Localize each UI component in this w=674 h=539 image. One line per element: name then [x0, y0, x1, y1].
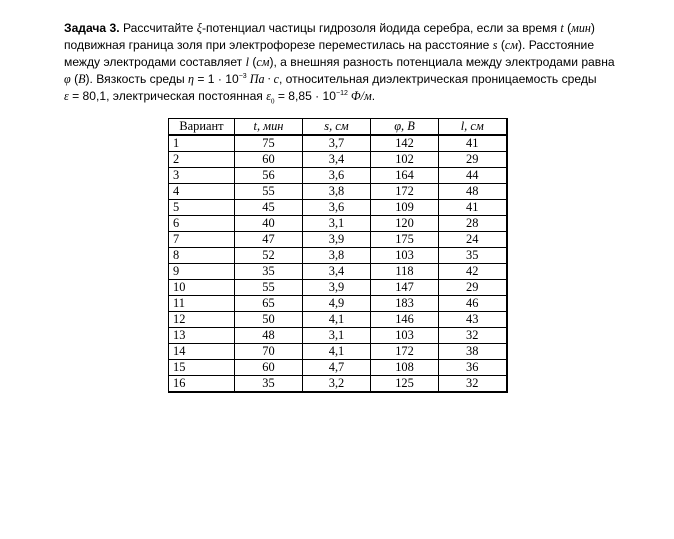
- table-cell: 14: [169, 344, 235, 360]
- table-cell: 3,1: [303, 216, 371, 232]
- table-cell: 44: [439, 168, 507, 184]
- table-cell: 172: [371, 344, 439, 360]
- table-cell: 48: [235, 328, 303, 344]
- distance-unit: см: [504, 38, 518, 52]
- eta-symbol: η: [188, 72, 194, 86]
- table-cell: 42: [439, 264, 507, 280]
- text-segment: (: [70, 72, 79, 86]
- table-cell: 24: [439, 232, 507, 248]
- table-cell: 120: [371, 216, 439, 232]
- table-cell: 2: [169, 152, 235, 168]
- text-segment: ), а внешняя разность потенциала между электродами равна: [269, 55, 615, 69]
- table-cell: 3,8: [303, 248, 371, 264]
- table-cell: 142: [371, 135, 439, 152]
- table-cell: 60: [235, 360, 303, 376]
- table-cell: 35: [439, 248, 507, 264]
- table-cell: 183: [371, 296, 439, 312]
- variants-table: [168, 118, 508, 393]
- table-cell: 36: [439, 360, 507, 376]
- table-cell: 55: [235, 184, 303, 200]
- table-cell: 41: [439, 200, 507, 216]
- text-segment: -потенциал частицы гидрозоля йодида серебра, если за время: [201, 21, 561, 35]
- table-row: [169, 264, 507, 280]
- table-row: [169, 200, 507, 216]
- table-cell: 10: [169, 280, 235, 296]
- table-cell: 13: [169, 328, 235, 344]
- table-cell: 35: [235, 376, 303, 393]
- table-cell: 7: [169, 232, 235, 248]
- table-cell: 3,2: [303, 376, 371, 393]
- table-cell: 45: [235, 200, 303, 216]
- text-segment: = 8,85 · 10: [274, 89, 336, 103]
- table-cell: 32: [439, 376, 507, 393]
- table-cell: 41: [439, 135, 507, 152]
- table-cell: 55: [235, 280, 303, 296]
- table-cell: 146: [371, 312, 439, 328]
- length-symbol: l: [245, 55, 249, 69]
- text-segment: = 1 · 10: [194, 72, 239, 86]
- table-cell: 109: [371, 200, 439, 216]
- text-segment: ) подвижная граница золя при электрофорезе переместилась на расстояние: [64, 21, 595, 52]
- table-cell: 1: [169, 135, 235, 152]
- table-cell: 3,9: [303, 280, 371, 296]
- table-cell: 108: [371, 360, 439, 376]
- table-cell: 40: [235, 216, 303, 232]
- table-cell: 172: [371, 184, 439, 200]
- table-row: [169, 360, 507, 376]
- table-cell: 3,4: [303, 152, 371, 168]
- table-cell: 3,7: [303, 135, 371, 152]
- column-header: Вариант: [169, 119, 235, 136]
- table-cell: 48: [439, 184, 507, 200]
- farad-per-meter-unit: Ф/м: [347, 89, 372, 103]
- table-cell: 3,4: [303, 264, 371, 280]
- table-cell: 32: [439, 328, 507, 344]
- table-cell: 125: [371, 376, 439, 393]
- table-cell: 65: [235, 296, 303, 312]
- table-cell: 5: [169, 200, 235, 216]
- text-segment: = 80,1, электрическая постоянная: [68, 89, 267, 103]
- table-cell: 38: [439, 344, 507, 360]
- problem-statement: [64, 20, 624, 105]
- table-cell: 3,1: [303, 328, 371, 344]
- table-cell: 4,9: [303, 296, 371, 312]
- table-row: [169, 184, 507, 200]
- table-cell: 8: [169, 248, 235, 264]
- table-row: [169, 168, 507, 184]
- table-cell: 3,6: [303, 200, 371, 216]
- text-segment: (: [497, 38, 505, 52]
- table-row: [169, 216, 507, 232]
- table-cell: 4: [169, 184, 235, 200]
- text-segment: ). Расстояние между электродами составляет: [64, 38, 595, 69]
- table-row: [169, 344, 507, 360]
- table-row: [169, 296, 507, 312]
- table-cell: 103: [371, 248, 439, 264]
- table-cell: 56: [235, 168, 303, 184]
- table-cell: 29: [439, 280, 507, 296]
- length-unit: см: [256, 55, 270, 69]
- table-cell: 9: [169, 264, 235, 280]
- pascal-second-unit: Па · с: [246, 72, 279, 86]
- subscript: 0: [270, 97, 275, 106]
- table-cell: 4,1: [303, 344, 371, 360]
- phi-symbol: φ: [64, 72, 71, 86]
- table-cell: 147: [371, 280, 439, 296]
- table-cell: 164: [371, 168, 439, 184]
- text-segment: Рассчитайте: [119, 21, 197, 35]
- table-cell: 4,7: [303, 360, 371, 376]
- table-cell: 103: [371, 328, 439, 344]
- table-row: [169, 232, 507, 248]
- table-cell: 16: [169, 376, 235, 393]
- table-cell: 46: [439, 296, 507, 312]
- exponent: −12: [336, 89, 348, 97]
- document-page: [64, 20, 624, 390]
- table-cell: 11: [169, 296, 235, 312]
- text-segment: .: [371, 89, 376, 103]
- table-cell: 60: [235, 152, 303, 168]
- table-row: [169, 376, 507, 393]
- table-cell: 6: [169, 216, 235, 232]
- table-row: [169, 312, 507, 328]
- table-cell: 3,9: [303, 232, 371, 248]
- table-cell: 4,1: [303, 312, 371, 328]
- text-segment: , относительная диэлектрическая проницаемость среды: [278, 72, 597, 86]
- exponent: −3: [238, 72, 247, 80]
- table-cell: 28: [439, 216, 507, 232]
- column-header: s, см: [303, 119, 371, 136]
- table-cell: 70: [235, 344, 303, 360]
- table-cell: 43: [439, 312, 507, 328]
- time-unit: мин: [571, 21, 591, 35]
- column-header: t, мин: [235, 119, 303, 136]
- column-header: φ, В: [371, 119, 439, 136]
- table-cell: 175: [371, 232, 439, 248]
- xi-symbol: ξ: [196, 21, 202, 35]
- table-cell: 35: [235, 264, 303, 280]
- table-cell: 118: [371, 264, 439, 280]
- table-cell: 3: [169, 168, 235, 184]
- table-cell: 12: [169, 312, 235, 328]
- epsilon-symbol: ε: [64, 89, 69, 103]
- epsilon-zero-symbol: ε: [266, 89, 271, 103]
- problem-title: Задача 3.: [64, 21, 120, 35]
- table-row: [169, 280, 507, 296]
- table-cell: 3,6: [303, 168, 371, 184]
- table-cell: 52: [235, 248, 303, 264]
- table-body: [169, 135, 507, 392]
- volt-unit: В: [78, 72, 86, 86]
- table-row: [169, 135, 507, 152]
- table-header-row: [169, 119, 507, 136]
- table-cell: 47: [235, 232, 303, 248]
- table-row: [169, 328, 507, 344]
- distance-symbol: s: [492, 38, 498, 52]
- text-segment: (: [563, 21, 572, 35]
- time-symbol: t: [560, 21, 564, 35]
- table-cell: 29: [439, 152, 507, 168]
- table-cell: 75: [235, 135, 303, 152]
- column-header: l, см: [439, 119, 507, 136]
- text-segment: ). Вязкость среды: [85, 72, 188, 86]
- table-row: [169, 152, 507, 168]
- text-segment: (: [248, 55, 257, 69]
- table-row: [169, 248, 507, 264]
- table-cell: 50: [235, 312, 303, 328]
- table-cell: 3,8: [303, 184, 371, 200]
- table-cell: 15: [169, 360, 235, 376]
- table-cell: 102: [371, 152, 439, 168]
